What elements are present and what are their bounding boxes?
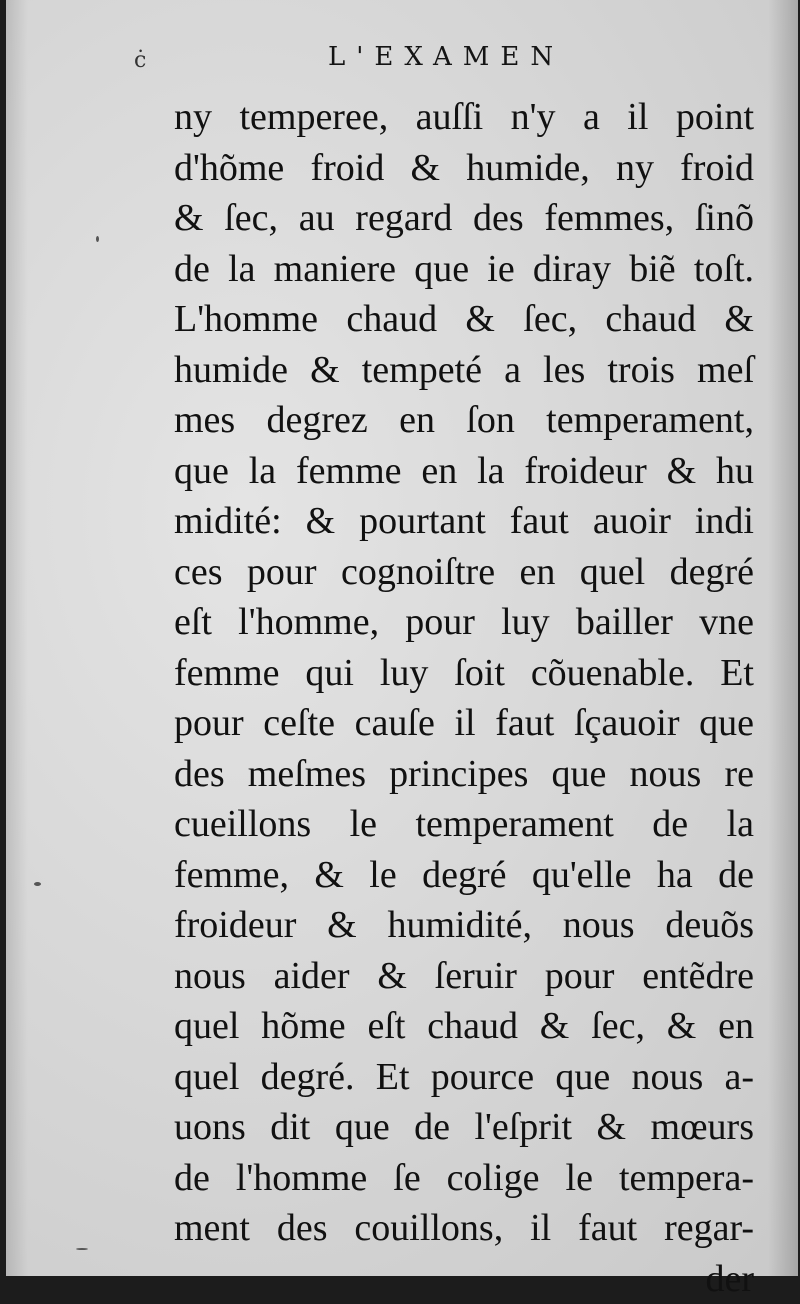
paper-speck [76, 1248, 88, 1250]
text-line: midité: & pourtant faut auoir indi [174, 496, 754, 547]
text-line: d'hõme froid & humide, ny froid [174, 143, 754, 194]
text-line: ces pour cognoiſtre en quel degré [174, 547, 754, 598]
running-head: L'EXAMEN [328, 42, 564, 72]
text-line: que la femme en la froideur & hu [174, 446, 754, 497]
text-line: L'homme chaud & ſec, chaud & [174, 294, 754, 345]
paper-speck [96, 236, 99, 242]
text-line: ment des couillons, il faut regar- [174, 1203, 754, 1254]
gutter-shadow [6, 0, 28, 1276]
margin-mark: ċ [134, 48, 146, 73]
catchword: der [174, 1254, 754, 1304]
text-line: pour ceſte cauſe il faut ſçauoir que [174, 698, 754, 749]
body-text [174, 92, 754, 1304]
text-line: cueillons le temperament de la [174, 799, 754, 850]
text-line: uons dit que de l'eſprit & mœurs [174, 1102, 754, 1153]
text-line: & ſec, au regard des femmes, ſinõ [174, 193, 754, 244]
text-line: mes degrez en ſon temperament, [174, 395, 754, 446]
text-line: ny temperee, auſſi n'y a il point [174, 92, 754, 143]
text-line: femme, & le degré qu'elle ha de [174, 850, 754, 901]
text-line: des meſmes principes que nous re [174, 749, 754, 800]
text-line: de la maniere que ie diray biẽ toſt. [174, 244, 754, 295]
scanned-page [6, 0, 798, 1276]
text-line: froideur & humidité, nous deuõs [174, 900, 754, 951]
text-line: eſt l'homme, pour luy bailler vne [174, 597, 754, 648]
text-line: de l'homme ſe colige le tempera- [174, 1153, 754, 1204]
text-line: quel degré. Et pource que nous a- [174, 1052, 754, 1103]
text-line: quel hõme eſt chaud & ſec, & en [174, 1001, 754, 1052]
text-line: nous aider & ſeruir pour entẽdre [174, 951, 754, 1002]
paper-speck [34, 882, 41, 886]
text-line: femme qui luy ſoit cõuenable. Et [174, 648, 754, 699]
text-line: humide & tempeté a les trois meſ [174, 345, 754, 396]
